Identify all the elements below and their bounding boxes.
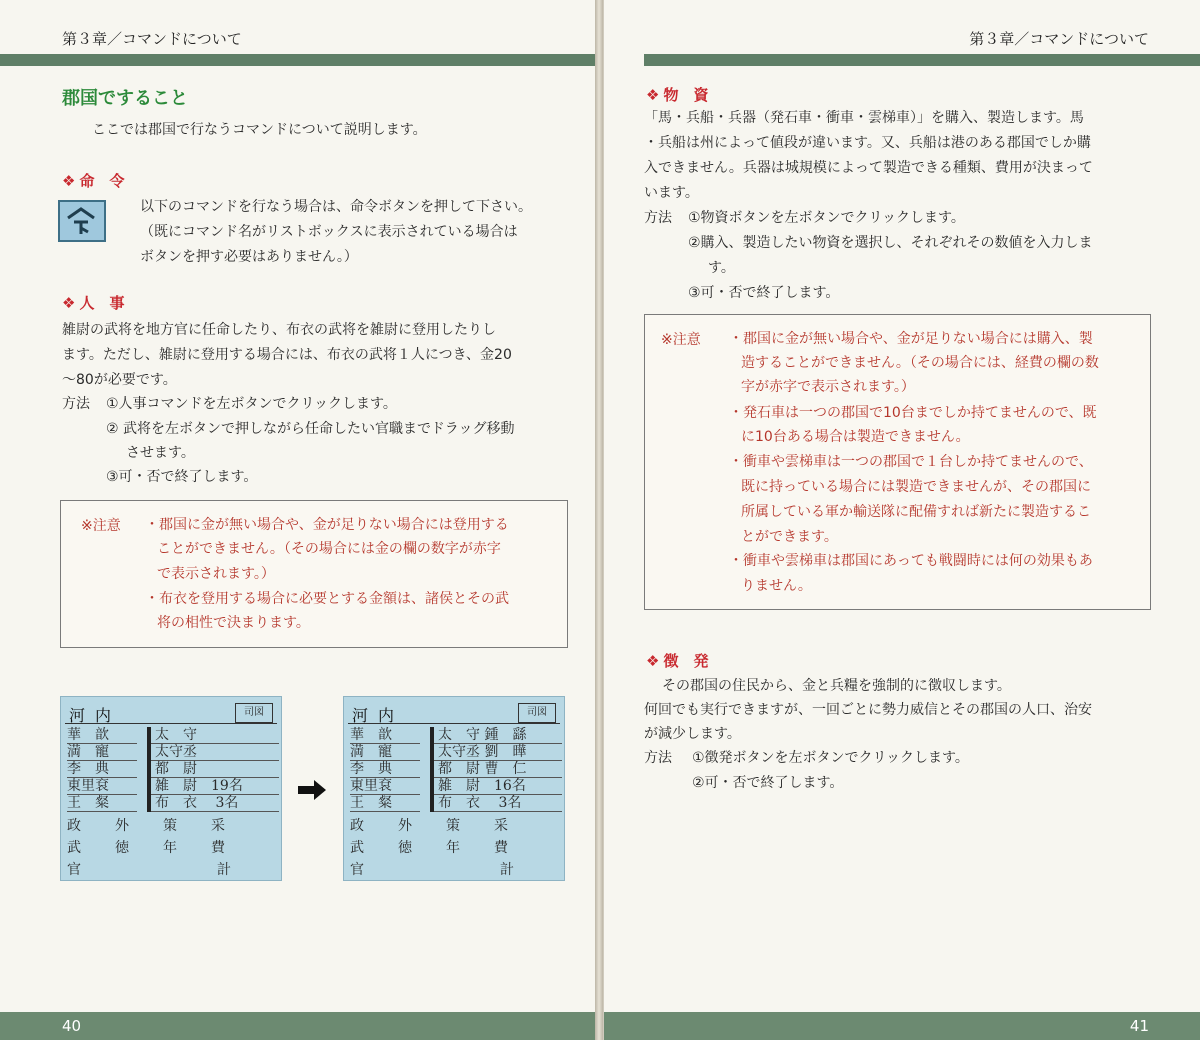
meirei-heading: ❖ 命 令: [62, 172, 125, 190]
command-order-icon: [58, 200, 106, 242]
note-line-10: ・衝車や雲梯車は郡国にあっても戦闘時には何の効果もあ: [729, 553, 1093, 569]
busshi-heading: ❖ 物 資: [646, 86, 709, 104]
stats-panel: 政 外 策 采 武 徳 年 費 官 計: [350, 818, 514, 878]
book-gutter: [595, 0, 603, 1040]
note-line-1: ・郡国に金が無い場合や、金が足りない場合には購入、製: [729, 331, 1093, 347]
officer-name[interactable]: 華 歆: [350, 727, 420, 744]
busshi-step-2b: す。: [708, 260, 735, 276]
jinji-step-3: ③可・否で終了します。: [106, 469, 258, 485]
chapter-header-left: 第３章／コマンドについて: [62, 30, 242, 48]
jinji-line-1: 雑尉の武将を地方官に任命したり、布衣の武将を雑尉に登用したりし: [62, 322, 496, 338]
jinji-line-2: ます。ただし、雑尉に登用する場合には、布衣の武将１人につき、金20: [62, 347, 512, 363]
meirei-line-1: 以下のコマンドを行なう場合は、命令ボタンを押して下さい。: [140, 199, 532, 215]
diamond-bullet-icon: ❖: [62, 172, 76, 190]
chapter-header-right: 第３章／コマンドについて: [969, 30, 1149, 48]
note-label: ※注意: [661, 332, 701, 348]
busshi-note-box: [644, 314, 1151, 610]
diamond-bullet-icon: ❖: [62, 294, 76, 312]
officer-name[interactable]: 王 粲: [67, 795, 137, 812]
post-row[interactable]: 雑 尉 16名: [434, 778, 562, 795]
section-title: 郡国ですること: [62, 88, 188, 109]
jinji-heading: ❖ 人 事: [62, 294, 125, 312]
arrow-right-icon: [298, 780, 326, 800]
officer-name[interactable]: 満 寵: [67, 744, 137, 761]
screen-after: [343, 696, 565, 881]
post-row[interactable]: 都 尉: [151, 761, 279, 778]
jinji-step-1: ①人事コマンドを左ボタンでクリックします。: [106, 396, 397, 412]
officer-name[interactable]: 満 寵: [350, 744, 420, 761]
jinji-line-3: ～80が必要です。: [62, 372, 177, 388]
meirei-line-3: ボタンを押す必要はありません。）: [140, 249, 358, 265]
choubatsu-line-3: が減少します。: [644, 726, 741, 742]
footer-bar-right: [604, 1012, 1200, 1040]
post-row[interactable]: 布 衣 3名: [434, 795, 562, 812]
note-line-1: ・郡国に金が無い場合や、金が足りない場合には登用する: [145, 517, 509, 533]
screen-stamp: 司図: [518, 703, 556, 723]
screen-title: 河内: [352, 706, 405, 725]
note-line-8: 所属している軍か輸送隊に配備すれば新たに製造するこ: [741, 504, 1091, 520]
jinji-step-2b: させます。: [126, 445, 195, 461]
busshi-line-1: 「馬・兵船・兵器（発石車・衝車・雲梯車）」を購入、製造します。馬: [644, 110, 1084, 126]
footer-bar-left: [0, 1012, 595, 1040]
post-row[interactable]: 太守丞: [151, 744, 279, 761]
choubatsu-method-label: 方法: [644, 750, 672, 766]
note-line-11: りません。: [741, 578, 812, 594]
choubatsu-heading: ❖ 徴 発: [646, 652, 709, 670]
page-number-right: 41: [1129, 1017, 1149, 1035]
officer-name[interactable]: 李 典: [67, 761, 137, 778]
intro-text: ここでは郡国で行なうコマンドについて説明します。: [92, 122, 427, 138]
choubatsu-step-1: ①徴発ボタンを左ボタンでクリックします。: [692, 750, 969, 766]
note-line-2: ことができません。（その場合には金の欄の数字が赤字: [157, 541, 501, 557]
post-row[interactable]: 雑 尉 19名: [151, 778, 279, 795]
jinji-method-label: 方法: [62, 396, 90, 412]
header-bar-left: [0, 54, 595, 66]
post-row[interactable]: 太 守 鍾 繇: [434, 727, 562, 744]
screen-title: 河内: [69, 706, 122, 725]
post-row[interactable]: 都 尉 曹 仁: [434, 761, 562, 778]
note-line-5: に10台ある場合は製造できません。: [741, 429, 970, 445]
diamond-bullet-icon: ❖: [646, 86, 660, 104]
note-line-7: 既に持っている場合には製造できませんが、その郡国に: [741, 479, 1091, 495]
post-row[interactable]: 太 守: [151, 727, 279, 744]
note-label: ※注意: [81, 518, 121, 534]
post-row[interactable]: 太守丞 劉 曄: [434, 744, 562, 761]
choubatsu-step-2: ②可・否で終了します。: [692, 775, 844, 791]
note-line-2: 造することができません。（その場合には、経費の欄の数: [741, 355, 1099, 371]
stats-panel: 政 外 策 采 武 徳 年 費 官 計: [67, 818, 231, 878]
officer-name[interactable]: 李 典: [350, 761, 420, 778]
page-number-left: 40: [62, 1017, 82, 1035]
note-line-4: ・布衣を登用する場合に必要とする金額は、諸侯とその武: [145, 591, 509, 607]
busshi-method-label: 方法: [644, 210, 672, 226]
jinji-note-box: [60, 500, 568, 648]
note-line-9: とができます。: [741, 529, 838, 545]
screen-before: [60, 696, 282, 881]
note-line-5: 将の相性で決まります。: [157, 615, 310, 631]
header-bar-right: [644, 54, 1200, 66]
post-row[interactable]: 布 衣 3名: [151, 795, 279, 812]
note-line-6: ・衝車や雲梯車は一つの郡国で１台しか持てませんので、: [729, 454, 1093, 470]
diamond-bullet-icon: ❖: [646, 652, 660, 670]
choubatsu-line-1: その郡国の住民から、金と兵糧を強制的に徴収します。: [662, 678, 1011, 694]
busshi-step-1: ①物資ボタンを左ボタンでクリックします。: [688, 210, 965, 226]
jinji-step-2: ② 武将を左ボタンで押しながら任命したい官職までドラッグ移動: [106, 421, 515, 437]
officer-name[interactable]: 東里袞: [350, 778, 420, 795]
busshi-line-4: います。: [644, 185, 699, 201]
officer-name[interactable]: 東里袞: [67, 778, 137, 795]
officer-name[interactable]: 王 粲: [350, 795, 420, 812]
screen-stamp: 司図: [235, 703, 273, 723]
busshi-step-3: ③可・否で終了します。: [688, 285, 840, 301]
note-line-4: ・発石車は一つの郡国で10台までしか持てませんので、既: [729, 405, 1097, 421]
page-left: [0, 0, 596, 1040]
note-line-3: 字が赤字で表示されます。）: [741, 379, 915, 395]
busshi-line-2: ・兵船は州によって値段が違います。又、兵船は港のある郡国でしか購: [644, 135, 1091, 151]
meirei-line-2: （既にコマンド名がリストボックスに表示されている場合は: [140, 224, 518, 240]
page-right: [603, 0, 1200, 1040]
choubatsu-line-2: 何回でも実行できますが、一回ごとに勢力威信とその郡国の人口、治安: [644, 702, 1092, 718]
busshi-step-2: ②購入、製造したい物資を選択し、それぞれその数値を入力しま: [688, 235, 1093, 251]
busshi-line-3: 入できません。兵器は城規模によって製造できる種類、費用が決まって: [644, 160, 1093, 176]
note-line-3: で表示されます。）: [157, 566, 275, 582]
officer-name[interactable]: 華 歆: [67, 727, 137, 744]
